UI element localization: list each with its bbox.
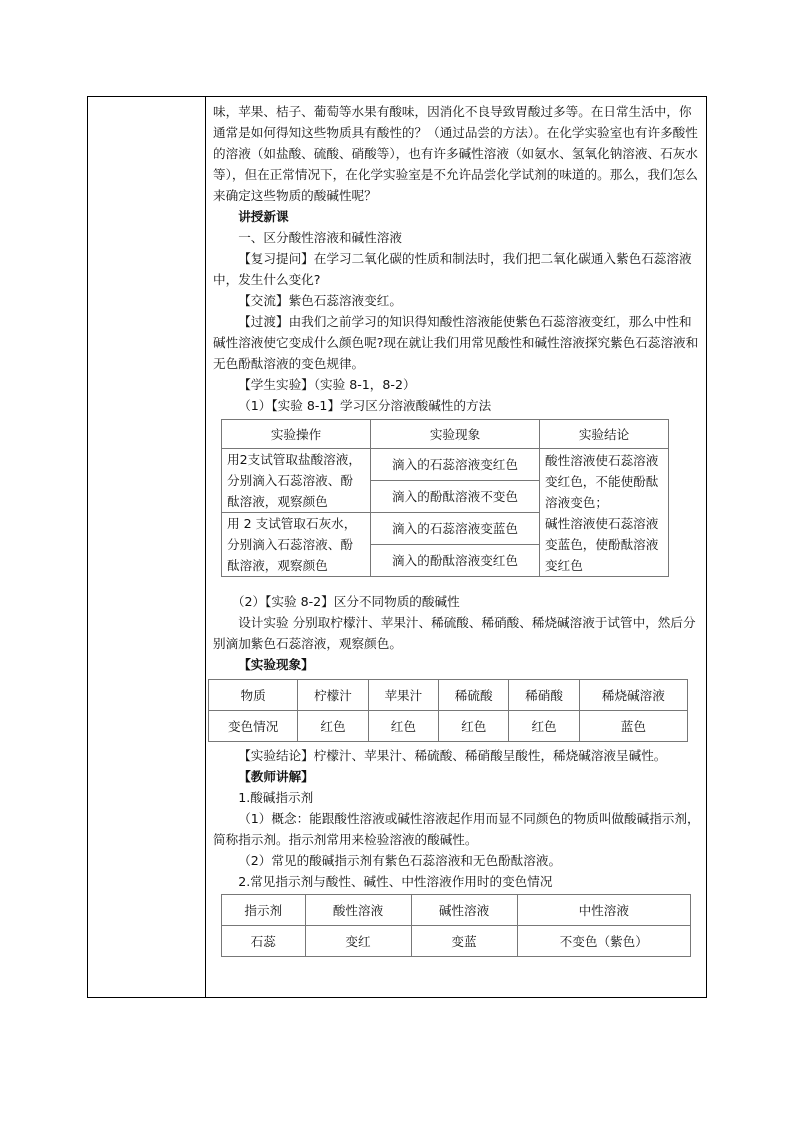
table-cell: 蓝色: [579, 711, 687, 742]
table-cell: 碱性溶液: [411, 895, 517, 926]
table-cell: 中性溶液: [517, 895, 690, 926]
table-cell: 石蕊: [222, 926, 306, 957]
table-cell: 指示剂: [222, 895, 306, 926]
header-conclusion: 实验结论: [540, 420, 669, 449]
table-cell: 红色: [368, 711, 438, 742]
student-experiment-label: 【学生实验】（实验 8-1，8-2）: [238, 377, 416, 392]
experiment-conclusion: 【实验结论】柠檬汁、苹果汁、稀硫酸、稀硝酸呈酸性，稀烧碱溶液呈碱性。: [238, 748, 667, 763]
experiment-1-title: （1）【实验 8-1】学习区分溶液酸碱性的方法: [238, 398, 492, 413]
section-two-title: 2.常见指示剂与酸性、碱性、中性溶液作用时的变色情况: [238, 874, 553, 889]
phenomenon-cell: 滴入的酚酞溶液不变色: [371, 481, 540, 513]
new-lesson-heading: 讲授新课: [238, 209, 289, 224]
table-cell: 红色: [439, 711, 509, 742]
review-question: 【复习提问】在学习二氧化碳的性质和制法时，我们把二氧化碳通入紫色石蕊溶液中，发生什么变化?: [213, 251, 692, 287]
column-divider: [205, 97, 206, 997]
phenomenon-cell: 滴入的酚酞溶液变红色: [371, 545, 540, 577]
header-phenomenon: 实验现象: [371, 420, 540, 449]
table-row: [222, 895, 691, 926]
table-cell: 稀硝酸: [509, 680, 579, 711]
phenomenon-cell: 滴入的石蕊溶液变蓝色: [371, 513, 540, 545]
conclusion-acid: 酸性溶液使石蕊溶液变红色，不能使酚酞溶液变色；: [545, 452, 659, 510]
operation-cell-2: 用 2 支试管取石灰水，分别滴入石蕊溶液、酚酞溶液，观察颜色: [222, 513, 371, 577]
table-row: [222, 449, 669, 481]
indicator-table: [221, 894, 691, 957]
teacher-explanation-label: 【教师讲解】: [238, 769, 314, 784]
operation-cell-1: 用2支试管取盐酸溶液，分别滴入石蕊溶液、酚酞溶液，观察颜色: [222, 449, 371, 513]
indicator-title: 1.酸碱指示剂: [238, 790, 314, 805]
header-operation: 实验操作: [222, 420, 371, 449]
experiment-1-table: [221, 419, 669, 577]
exchange-text: 【交流】紫色石蕊溶液变红。: [238, 293, 402, 308]
table-cell: 稀硫酸: [439, 680, 509, 711]
table-row: [209, 711, 688, 742]
phenomenon-label: 【实验现象】: [238, 657, 314, 672]
table-cell: 不变色（紫色）: [517, 926, 690, 957]
table-row: [222, 926, 691, 957]
phenomenon-cell: 滴入的石蕊溶液变红色: [371, 449, 540, 481]
common-indicators: （2）常见的酸碱指示剂有紫色石蕊溶液和无色酚酞溶液。: [238, 853, 562, 868]
experiment-2-table: [208, 679, 688, 742]
table-row: [222, 420, 669, 449]
table-cell: 酸性溶液: [305, 895, 411, 926]
table-cell: 柠檬汁: [298, 680, 368, 711]
experiment-design: 设计实验 分别取柠檬汁、苹果汁、稀硫酸、稀硝酸、稀烧碱溶液于试管中，然后分别滴加紫色石蕊溶液，观察颜色。: [213, 615, 696, 651]
table-cell: 变色情况: [209, 711, 298, 742]
table-cell: 稀烧碱溶液: [579, 680, 687, 711]
table-cell: 变蓝: [411, 926, 517, 957]
table-cell: 红色: [509, 711, 579, 742]
experiment-2-title: （2）【实验 8-2】区分不同物质的酸碱性: [231, 594, 460, 609]
conclusion-cell: [540, 449, 669, 577]
table-cell: 变红: [305, 926, 411, 957]
lesson-content: [213, 101, 701, 957]
lesson-plan-frame: [87, 96, 707, 998]
intro-paragraph: 味，苹果、桔子、葡萄等水果有酸味，因消化不良导致胃酸过多等。在日常生活中，你通常是如何得知这些物质具有酸性的？（通过品尝的方法）。在化学实验室也有许多酸性的溶液（如盐酸、硫酸、硝酸等），也有许多碱性溶液（如氨水、氢氧化钠溶液、石灰水等），但在正常情况下，在化学实验室是不允许品尝化学试剂的味道的。那么，我们怎么来确定这些物质的酸碱性呢？: [213, 104, 698, 203]
conclusion-base: 碱性溶液使石蕊溶液变蓝色，使酚酞溶液变红色: [545, 515, 659, 573]
table-cell: 红色: [298, 711, 368, 742]
indicator-concept: （1）概念：能跟酸性溶液或碱性溶液起作用而显不同颜色的物质叫做酸碱指示剂，简称指示剂。指示剂常用来检验溶液的酸碱性。: [213, 811, 700, 847]
section-one-title: 一、区分酸性溶液和碱性溶液: [238, 230, 402, 245]
table-row: [209, 680, 688, 711]
table-cell: 物质: [209, 680, 298, 711]
table-cell: 苹果汁: [368, 680, 438, 711]
transition-text: 【过渡】由我们之前学习的知识得知酸性溶液能使紫色石蕊溶液变红，那么中性和碱性溶液使它变成什么颜色呢?现在就让我们用常见酸性和碱性溶液探究紫色石蕊溶液和无色酚酞溶液的变色规律。: [213, 314, 699, 371]
